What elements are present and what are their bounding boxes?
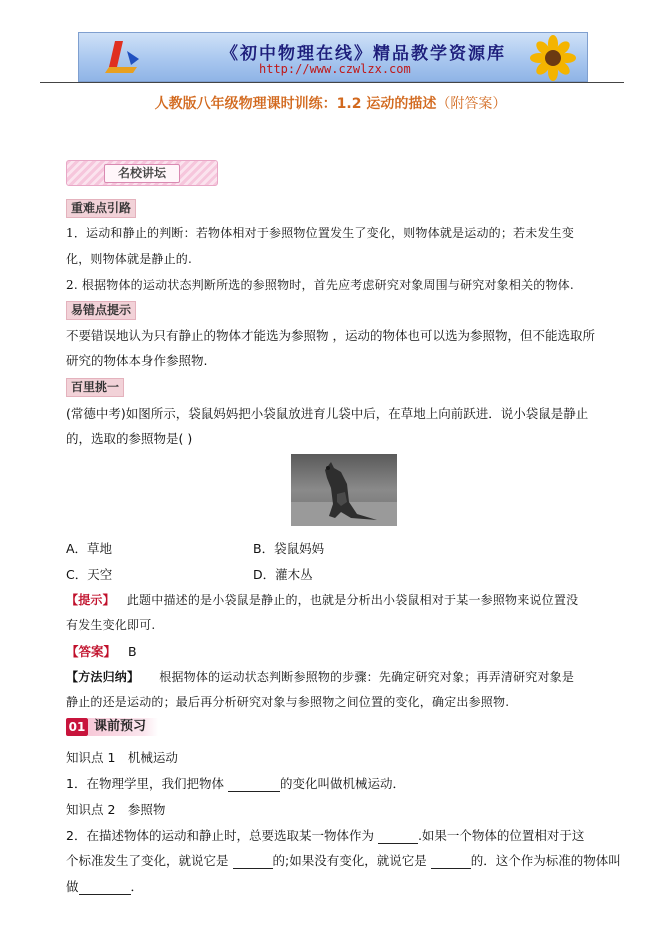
knowledge-point-1: 知识点 1 机械运动 bbox=[66, 750, 178, 765]
question-2-text-e: 的．这个作为标准的物体叫 bbox=[470, 853, 621, 868]
document-title bbox=[0, 93, 661, 113]
blank-4[interactable] bbox=[431, 854, 471, 869]
section-banner-label: 名校讲坛 bbox=[104, 164, 180, 183]
key-point-1-line-1: 1．运动和静止的判断：若物体相对于参照物位置发生了变化，则物体就是运动的；若未发生变 bbox=[66, 226, 575, 240]
question-2-text-f: 做 bbox=[66, 879, 79, 894]
hint-line-1 bbox=[66, 591, 578, 608]
preview-section-title: 课前预习 bbox=[88, 718, 158, 736]
question-2-text-g: ． bbox=[130, 879, 144, 894]
knowledge-point-2: 知识点 2 参照物 bbox=[66, 802, 166, 817]
method-line-1 bbox=[66, 668, 574, 685]
error-prone-label: 易错点提示 bbox=[66, 301, 136, 320]
preview-section-badge bbox=[66, 718, 158, 738]
blank-5[interactable] bbox=[79, 880, 131, 895]
hint-label: 【提示】 bbox=[66, 593, 115, 607]
key-point-1-line-2: 化，则物体就是静止的. bbox=[66, 252, 193, 266]
question-2-text-b: .如果一个物体的位置相对于这 bbox=[417, 828, 585, 843]
document-title-main: 人教版八年级物理课时训练：1.2 运动的描述 bbox=[154, 96, 437, 112]
question-line-2: 的，选取的参照物是( ) bbox=[66, 431, 193, 446]
hint-line-2: 有发生变化即可. bbox=[66, 618, 156, 632]
question-2-line-2 bbox=[66, 851, 621, 869]
blank-1[interactable] bbox=[228, 777, 280, 792]
option-d: D．灌木丛 bbox=[253, 567, 313, 582]
question-2-text-c: 个标准发生了变化，就说它是 bbox=[66, 853, 229, 868]
option-b: B．袋鼠妈妈 bbox=[253, 541, 325, 556]
banner-title: 《初中物理在线》精品教学资源库 bbox=[221, 44, 506, 64]
question-2-line-1 bbox=[66, 826, 584, 844]
question-2-line-3 bbox=[66, 877, 143, 895]
error-prone-line-2: 研究的物体本身作参照物. bbox=[66, 353, 208, 368]
question-2-text-a: 2．在描述物体的运动和静止时，总要选取某一物体作为 bbox=[66, 828, 374, 843]
header-banner bbox=[78, 32, 588, 82]
method-label: 【方法归纳】 bbox=[66, 670, 140, 684]
blank-2[interactable] bbox=[378, 829, 418, 844]
question-1-text-b: 的变化叫做机械运动． bbox=[279, 776, 405, 791]
question-1 bbox=[66, 774, 405, 792]
error-prone-line-1: 不要错误地认为只有静止的物体才能选为参照物 ，运动的物体也可以选为参照物，但不能选取所 bbox=[66, 328, 595, 343]
method-text-1: 根据物体的运动状态判断参照物的步骤：先确定研究对象；再弄清研究对象是 bbox=[159, 670, 575, 684]
kangaroo-image bbox=[291, 454, 397, 526]
key-points-label: 重难点引路 bbox=[66, 199, 136, 218]
header-divider bbox=[40, 82, 624, 83]
document-title-suffix: （附答案） bbox=[436, 96, 507, 112]
answer-line bbox=[66, 642, 137, 660]
sunflower-icon bbox=[523, 35, 583, 81]
question-2-text-d: 的;如果没有变化，就说它是 bbox=[272, 853, 427, 868]
hint-text-1: 此题中描述的是小袋鼠是静止的，也就是分析出小袋鼠相对于某一参照物来说位置没 bbox=[126, 593, 579, 607]
key-point-2-line-1: 2. 根据物体的运动状态判断所选的参照物时，首先应考虑研究对象周围与研究对象相关的物体. bbox=[66, 278, 574, 292]
method-line-2: 静止的还是运动的；最后再分析研究对象与参照物之间位置的变化，确定出参照物. bbox=[66, 695, 510, 709]
option-c: C．天空 bbox=[66, 567, 113, 582]
section-banner-school bbox=[66, 160, 218, 186]
preview-section-number: 01 bbox=[66, 718, 88, 736]
site-logo-icon bbox=[97, 37, 149, 77]
option-a: A．草地 bbox=[66, 541, 113, 556]
banner-url[interactable]: http://www.czwlzx.com bbox=[259, 62, 411, 76]
question-1-text-a: 1．在物理学里，我们把物体 bbox=[66, 776, 224, 791]
question-line-1: (常德中考)如图所示，袋鼠妈妈把小袋鼠放进育儿袋中后，在草地上向前跃进．说小袋鼠是静止 bbox=[66, 406, 589, 421]
answer-value: B bbox=[127, 644, 137, 659]
blank-3[interactable] bbox=[233, 854, 273, 869]
answer-label: 【答案】 bbox=[66, 644, 117, 659]
pick-one-label: 百里挑一 bbox=[66, 378, 124, 397]
